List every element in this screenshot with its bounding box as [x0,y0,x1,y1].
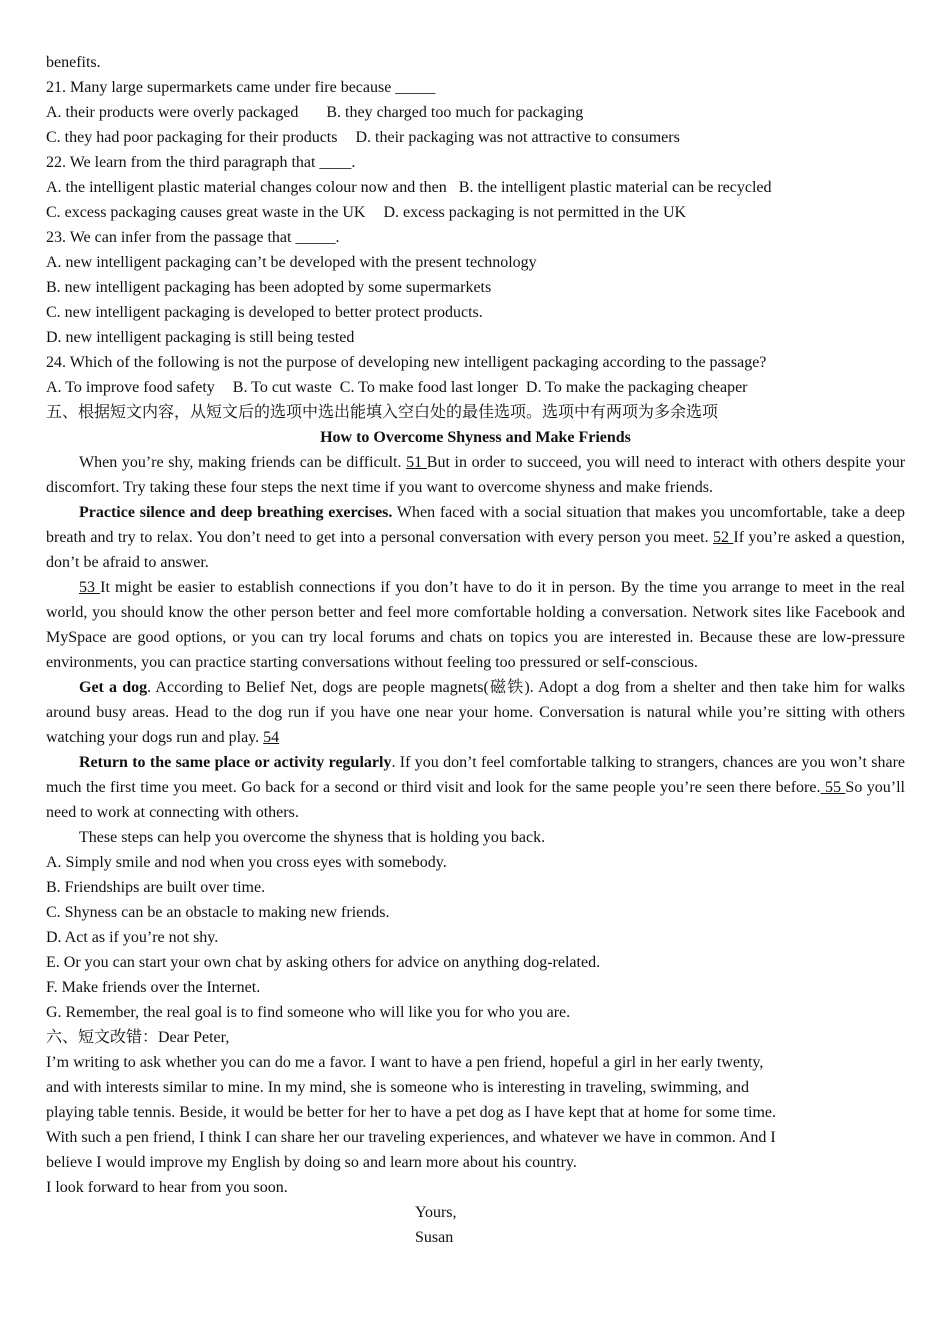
question-22-stem: 22. We learn from the third paragraph that ____. [46,154,356,171]
document-content [46,50,905,1250]
blank-52: 52 [713,529,734,546]
choice-option: A. Simply smile and nod when you cross eyes with somebody. [46,854,447,871]
blank-54: 54 [263,729,280,746]
paragraph-1: When you’re shy, making friends can be difficult. 51 But in order to succeed, you will need to interact with others despite your discomfort. Try taking these four steps the next time if you want to overcome shyness and make friends. [46,454,906,496]
question-21-options-ab [46,100,905,125]
choice-option: G. Remember, the real goal is to find someone who will like you for who you are. [46,1004,571,1021]
choice-option: F. Make friends over the Internet. [46,979,261,996]
option-a: A. the intelligent plastic material changes colour now and then [46,179,447,196]
paragraph-5: Return to the same place or activity regularly. If you don’t feel comfortable talking to strangers, chances are you won’t share much the first time you meet. Go back for a second or third visit and look for the same people you’re seen there before. 55 So you’ll need to work at connecting with others. [46,754,906,821]
option-d: D. excess packaging is not permitted in the UK [383,204,687,221]
question-21-stem: 21. Many large supermarkets came under fire because _____ [46,79,436,96]
option-c: C. they had poor packaging for their products [46,129,338,146]
letter-signature: Susan [415,1229,454,1246]
letter-line: and with interests similar to mine. In my mind, she is someone who is interesting in traveling, swimming, and [46,1079,750,1096]
option-d: D. their packaging was not attractive to consumers [355,129,680,146]
question-23-option-c: C. new intelligent packaging is developed to better protect products. [46,304,483,321]
option-b: B. they charged too much for packaging [326,104,584,121]
paragraph-6: These steps can help you overcome the shyness that is holding you back. [79,829,546,846]
question-24-stem: 24. Which of the following is not the purpose of developing new intelligent packaging according to the passage? [46,354,767,371]
question-24-options [46,375,905,400]
passage-title: How to Overcome Shyness and Make Friends [320,429,631,446]
paragraph-2-heading: Practice silence and deep breathing exercises. [79,504,393,521]
blank-53: 53 [79,579,101,596]
question-23-option-d: D. new intelligent packaging is still being tested [46,329,355,346]
blank-51: 51 [406,454,427,471]
option-c: C. excess packaging causes great waste in the UK [46,204,366,221]
letter-line: I look forward to hear from you soon. [46,1179,288,1196]
blank-55: 55 [820,779,846,796]
choice-option: C. Shyness can be an obstacle to making new friends. [46,904,390,921]
paragraph-4: Get a dog. According to Belief Net, dogs are people magnets(磁铁). Adopt a dog from a shelter and then take him for walks around busy areas. Head to the dog run if you have one near your home. Conversation is natural while you’re sitting with others watching your dogs run and play. 54 [46,679,905,746]
letter-line: playing table tennis. Beside, it would be better for her to have a pet dog as I have kept that at home for some time. [46,1104,777,1121]
letter-line: believe I would improve my English by doing so and learn more about his country. [46,1154,577,1171]
question-22-options-cd [46,200,905,225]
question-22-options-ab [46,175,905,200]
option-d: D. To make the packaging cheaper [525,379,748,396]
option-a: A. their products were overly packaged [46,104,299,121]
choice-option: E. Or you can start your own chat by asking others for advice on anything dog-related. [46,954,601,971]
question-23-option-a: A. new intelligent packaging can’t be developed with the present technology [46,254,537,271]
question-21-options-cd [46,125,905,150]
option-b: B. the intelligent plastic material can be recycled [458,179,772,196]
section-6-heading: 六、短文改错：Dear Peter, [46,1029,230,1046]
choice-option: D. Act as if you’re not shy. [46,929,219,946]
option-a: A. To improve food safety [46,379,215,396]
question-23-option-b: B. new intelligent packaging has been adopted by some supermarkets [46,279,492,296]
option-c: C. To make food last longer [339,379,518,396]
question-23-stem: 23. We can infer from the passage that _____. [46,229,340,246]
letter-line: With such a pen friend, I think I can share her our traveling experiences, and whatever we have in common. And I [46,1129,776,1146]
section-5-heading: 五、根据短文内容，从短文后的选项中选出能填入空白处的最佳选项。选项中有两项为多余选项 [46,404,719,421]
paragraph-3: 53 It might be easier to establish connections if you don’t have to do it in person. By the time you arrange to meet in the real world, you should know the other person better and feel more comfortable holding a conversation. Network sites like Facebook and MySpace are good options, or you can try local forums and chats on topics you are interested in. Because these are low-pressure environments, you can practice starting conversations without feeling too pressured or self-conscious. [46,579,905,671]
passage-tail: benefits. [46,54,101,71]
option-b: B. To cut waste [232,379,332,396]
paragraph-2: Practice silence and deep breathing exercises. When faced with a social situation that makes you uncomfortable, take a deep breath and try to relax. You don’t need to get into a personal conversation with every person you meet. 52 If you’re asked a question, don’t be afraid to answer. [46,504,906,571]
letter-line: I’m writing to ask whether you can do me a favor. I want to have a pen friend, hopeful a girl in her early twenty, [46,1054,764,1071]
letter-closing: Yours, [415,1204,457,1221]
paragraph-5-heading: Return to the same place or activity regularly [79,754,392,771]
choice-option: B. Friendships are built over time. [46,879,266,896]
paragraph-4-heading: Get a dog [79,679,148,696]
